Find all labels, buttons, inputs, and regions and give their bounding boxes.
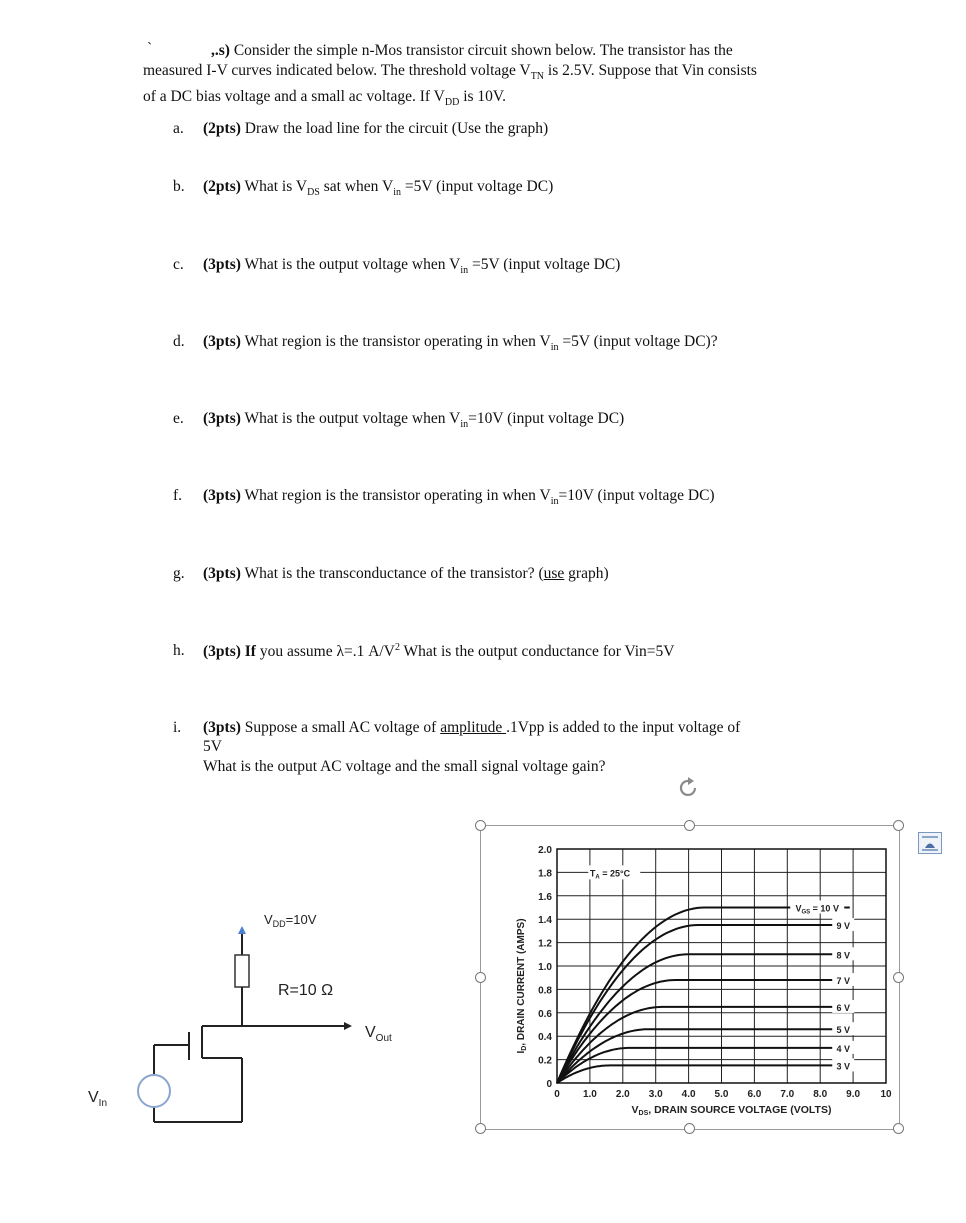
question-letter: a. [173,120,184,137]
x-tick-label: 5.0 [714,1089,729,1100]
question-points: (3pts) [203,410,241,427]
question-points: (3pts) [203,487,241,504]
iv-curve-vgs [557,954,850,1083]
curve-label: 5 V [836,1025,850,1036]
curve-label: $V_{GS} = 10$ V [795,903,839,916]
question-text: you assume λ=.1 A/V [255,643,395,661]
y-tick-label: 1.0 [538,962,552,973]
resistor-symbol [235,955,249,987]
curve-label: 6 V [836,1002,850,1013]
x-tick-label: 1.0 [582,1089,597,1100]
y-tick-label: 1.6 [538,891,552,903]
iv-curve-vgs [557,1029,850,1083]
question-points: (3pts) [203,565,241,582]
question-text3: =5V (input voltage DC) [400,178,554,195]
question-points: (3pts) [203,333,241,350]
intro-line3-end: is 10V. [459,88,506,106]
question-letter: e. [173,410,184,427]
question-sub: in [550,342,559,354]
vin-label: $V_{In}$ [88,1089,108,1109]
question-letter: f. [173,487,183,504]
question-letter: i. [173,719,182,736]
intro-line3: of a DC bias voltage and a small ac voltage. If V [143,88,445,106]
question-sub: in [550,496,559,508]
question-text2: =5V (input voltage DC) [468,256,621,273]
x-tick-label: 3.0 [648,1089,663,1100]
vdd-arrow-icon [238,926,246,934]
x-tick-label: 6.0 [747,1089,762,1100]
intro-line3-sub: DD [444,97,460,109]
problem-intro [143,41,757,113]
rotate-handle-icon[interactable] [675,776,703,800]
temperature-annotation: $T_A = 25^\circ C$ [589,868,631,881]
y-tick-label: 0.8 [538,985,552,997]
vout-label: $V_{Out}$ [365,1024,392,1044]
question-sup: 2 [394,642,400,653]
curve-label: 7 V [836,976,850,987]
x-tick-label: 9.0 [846,1089,861,1100]
question-points: (2pts) [203,120,241,137]
question-text2: graph) [564,565,609,582]
question-text2: =5V (input voltage DC)? [558,333,718,350]
question-points: (2pts) [203,178,241,195]
intro-line2-sub: TN [530,71,545,83]
question-bold: If [240,643,256,661]
question-underlined: amplitude [440,719,507,736]
question-text: What region is the transistor operating in when V [240,487,551,504]
question-underlined: use [543,565,565,582]
question-points: (3pts) [203,719,241,736]
question-text: Suppose a small AC voltage of [240,719,441,736]
tick-mark: ˋ [147,40,153,57]
question-text2: =10V (input voltage DC) [468,410,625,427]
x-axis-label: VDS, DRAIN SOURCE VOLTAGE (VOLTS) [631,1104,832,1117]
y-tick-label: 0.2 [538,1055,552,1067]
question-text2: What is the output conductance for Vin=5V [399,643,675,661]
question-text: What is the transconductance of the transistor? ( [240,565,544,582]
question-line2: 5V [203,738,222,755]
problem-number: ,.s) [211,42,230,59]
curve-label: 9 V [836,921,850,932]
question-letter: d. [173,333,185,350]
y-tick-label: 1.2 [538,938,552,950]
y-tick-label: 1.4 [538,915,552,927]
circuit-diagram [80,900,420,1130]
y-tick-label: 1.8 [538,868,552,880]
y-tick-label: 0.6 [538,1008,552,1020]
curve-label: 8 V [836,950,850,961]
x-tick-label: 8.0 [813,1089,828,1100]
question-sub: in [460,265,469,277]
question-letter: g. [173,565,185,582]
layout-options-icon[interactable] [918,832,942,854]
iv-curve-vgs [557,908,850,1084]
question-text2: =10V (input voltage DC) [558,487,715,504]
resistor-label: R=10 Ω [278,982,334,999]
x-tick-label: 4.0 [681,1089,696,1100]
curve-label: 3 V [836,1061,850,1072]
y-tick-label: 0.4 [538,1032,552,1044]
intro-line1: Consider the simple n-Mos transistor circuit shown below. The transistor has the [233,42,733,59]
vout-arrow-icon [344,1022,352,1030]
question-text: What region is the transistor operating in when V [240,333,551,350]
x-tick-label: 0 [554,1089,560,1100]
question-text: Draw the load line for the circuit (Use the graph) [240,120,549,137]
iv-curve-chart [482,827,898,1127]
question-points: (3pts) [203,256,241,273]
y-tick-label: 2.0 [538,845,552,856]
question-points: (3pts) [203,643,241,661]
question-sub: in [460,419,469,431]
y-axis-label: $I_D$, DRAIN CURRENT (AMPS) [516,918,528,1054]
intro-line2-end: is 2.5V. Suppose that Vin consists [544,62,757,79]
vin-source-symbol [138,1075,170,1107]
iv-curve-vgs [557,1065,850,1083]
x-tick-label: 10 [880,1089,892,1100]
question-sub: DS [307,187,320,199]
question-text2: .1Vpp is added to the input voltage of [506,719,741,736]
question-text2: sat when V [319,178,394,195]
curve-label: 4 V [836,1043,850,1054]
question-letter: c. [173,256,184,273]
y-tick-label: 0 [546,1079,552,1090]
x-tick-label: 7.0 [780,1089,795,1100]
x-tick-label: 2.0 [615,1089,630,1100]
question-text: What is V [240,178,308,195]
intro-line2: measured I-V curves indicated below. The threshold voltage V [143,62,531,79]
question-letter: b. [173,178,185,195]
question-sub2: in [393,187,401,199]
vdd-label: $V_{DD}=10V$ [264,912,317,929]
question-line3: What is the output AC voltage and the small signal voltage gain? [203,758,606,775]
question-text: What is the output voltage when V [240,410,461,427]
question-text: What is the output voltage when V [240,256,461,273]
question-letter: h. [173,642,185,659]
